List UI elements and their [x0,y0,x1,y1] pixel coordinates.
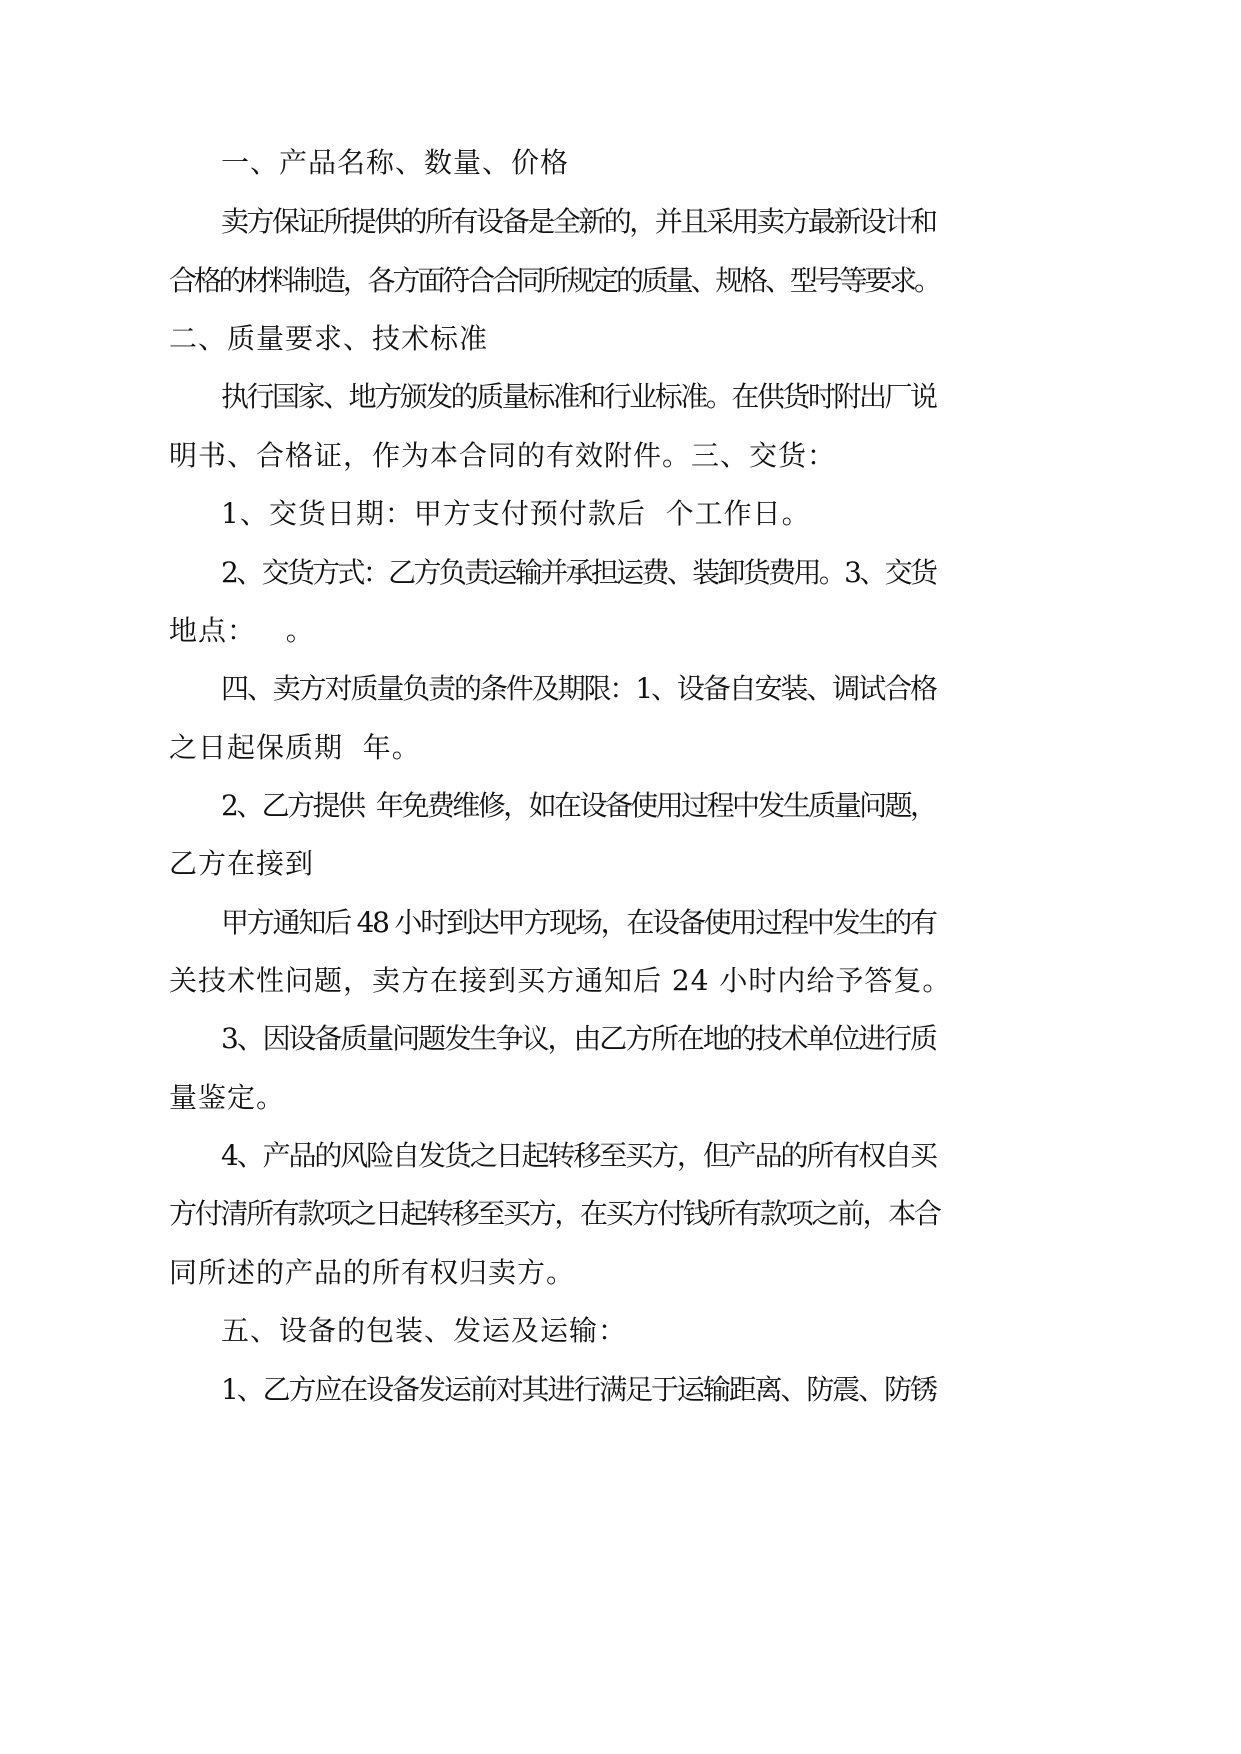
text-line: 1、乙方应在设备发运前对其进行满足于运输距离、防震、防锈 [221,1373,936,1406]
text-line: 一、产品名称、数量、价格 [221,146,570,179]
text-line: 1、交货日期：甲方支付预付款后 个工作日。 [221,497,811,530]
text-line: 关技术性问题，卖方在接到买方通知后 24 小时内给予答复。 [169,964,952,997]
text-line: 五、设备的包装、发运及运输： [221,1314,628,1347]
text-line: 合格的材料制造，各方面符合合同所规定的质量、规格、型号等要求。 [169,264,939,297]
text-line: 甲方通知后 48 小时到达甲方现场，在设备使用过程中发生的有 [221,906,936,939]
text-line: 方付清所有款项之日起转移至买方，在买方付钱所有款项之前，本合 [169,1197,940,1230]
text-line: 2、乙方提供 年免费维修，如在设备使用过程中发生质量问题， [221,789,936,822]
text-line: 卖方保证所提供的所有设备是全新的，并且采用卖方最新设计和 [221,205,936,238]
text-line: 二、质量要求、技术标准 [169,322,489,355]
text-line: 2、交货方式：乙方负责运输并承担运费、装卸货费用。3、交货 [221,556,936,589]
text-line: 之日起保质期 年。 [169,731,421,764]
text-line: 同所述的产品的所有权归卖方。 [169,1256,576,1289]
text-line: 四、卖方对质量负责的条件及期限：1、设备自安装、调试合格 [221,672,936,705]
text-line: 乙方在接到 [169,847,315,880]
text-line: 明书、合格证，作为本合同的有效附件。三、交货： [169,439,837,472]
text-line: 3、因设备质量问题发生争议，由乙方所在地的技术单位进行质 [221,1022,936,1055]
text-line: 执行国家、地方颁发的质量标准和行业标准。在供货时附出厂说 [221,380,936,413]
text-line: 量鉴定。 [169,1081,286,1114]
text-line: 4、产品的风险自发货之日起转移至买方，但产品的所有权自买 [221,1139,936,1172]
text-line: 地点： 。 [169,614,315,647]
